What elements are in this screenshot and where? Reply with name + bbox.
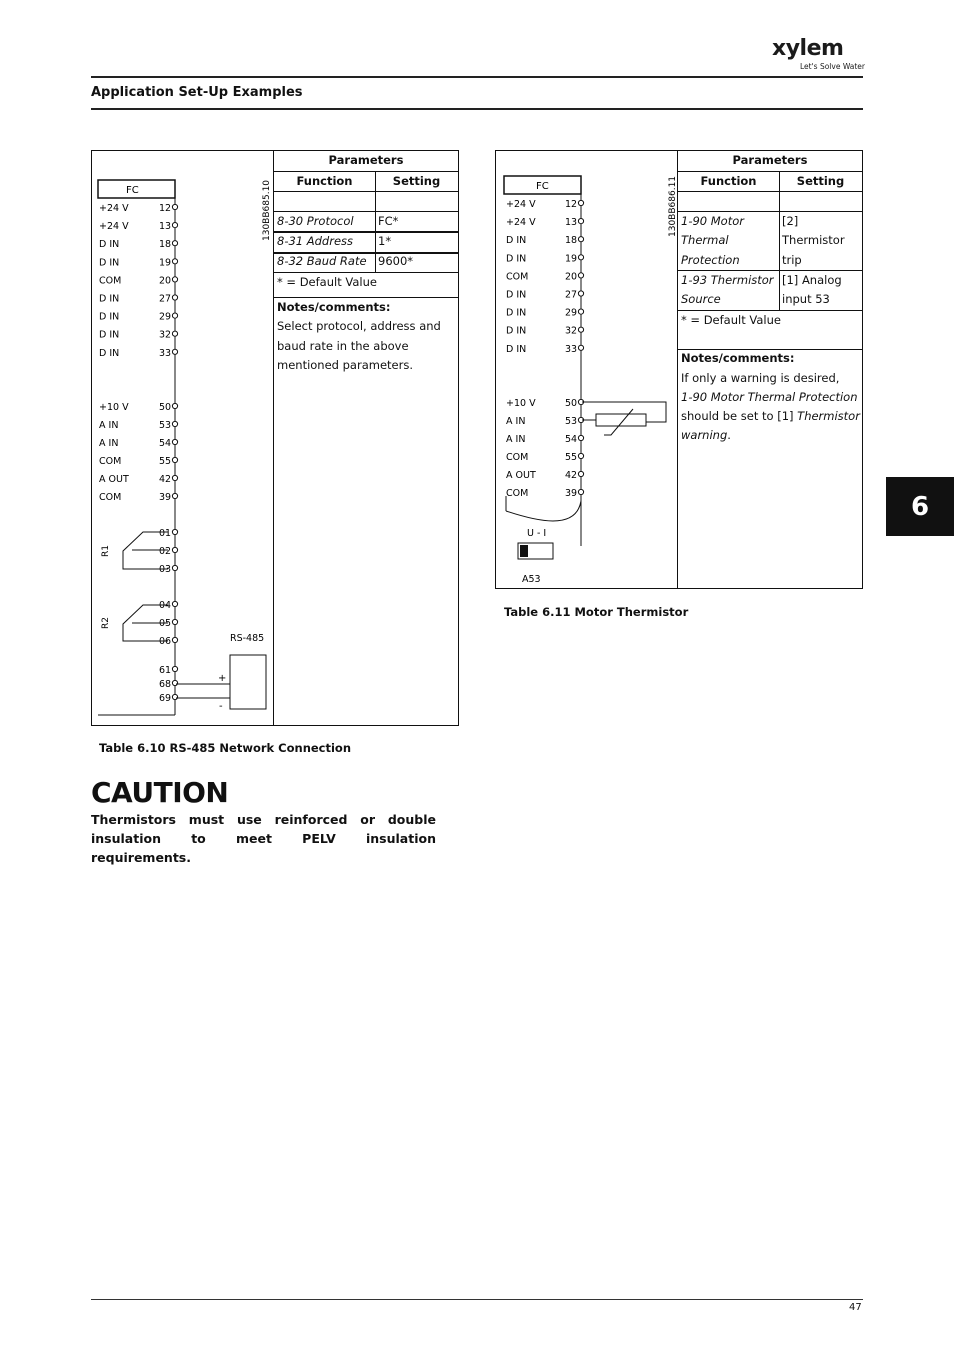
terminal-number: 12 <box>565 199 578 210</box>
thermistor-wiring-diagram <box>496 151 678 588</box>
terminal-number: 32 <box>565 325 578 337</box>
terminal-number: 42 <box>159 474 172 485</box>
terminal-label: D IN <box>506 307 527 319</box>
terminal-label: A IN <box>506 434 526 445</box>
thermistor-row-protection-setting-3: trip <box>782 253 802 267</box>
terminal-number: 55 <box>159 456 172 467</box>
terminal-number: 39 <box>159 492 172 503</box>
terminal-label: A OUT <box>506 470 536 481</box>
bus-connector <box>172 694 177 699</box>
rs485-connector-box <box>230 655 266 709</box>
bus-connector <box>172 680 177 685</box>
relay-connector <box>172 547 177 552</box>
terminal-number: 13 <box>565 217 578 229</box>
chapter-tab: 6 <box>886 477 954 536</box>
terminal-connector <box>172 403 177 408</box>
terminal-label: COM <box>506 488 529 499</box>
thermistor-notes-line-4-italic: warning <box>681 428 728 442</box>
rs485-params-header: Parameters <box>328 153 404 167</box>
terminal-connector <box>578 327 583 332</box>
terminal-number: 54 <box>565 434 578 445</box>
terminal-number: 18 <box>565 235 578 247</box>
terminal-label: +24 V <box>506 199 536 210</box>
terminal-number: 19 <box>565 253 578 265</box>
rs485-row-baud-function: 8-32 Baud Rate <box>277 254 367 268</box>
rs485-function-header: Function <box>296 174 353 188</box>
terminal-label: +24 V <box>99 221 129 233</box>
terminal-connector <box>172 457 177 462</box>
terminal-label: A IN <box>506 416 526 427</box>
terminal-label: COM <box>99 275 122 287</box>
relay-connector <box>172 529 177 534</box>
terminal-connector <box>172 439 177 444</box>
rs485-plus-label: + <box>218 673 227 684</box>
relay-label-r1: R1 <box>101 545 111 557</box>
section-title: Application Set-Up Examples <box>91 85 303 100</box>
terminal-label: D IN <box>99 329 120 341</box>
terminal-label: +24 V <box>99 203 129 214</box>
terminal-number: 53 <box>159 420 172 431</box>
terminal-label: D IN <box>99 257 120 269</box>
relay-connector <box>172 565 177 570</box>
terminal-connector <box>578 471 583 476</box>
terminal-label: A IN <box>99 420 119 431</box>
cable-curve <box>506 501 581 521</box>
terminal-number: 50 <box>565 398 578 409</box>
relay-terminal-number: 05 <box>159 618 172 629</box>
thermistor-notes-line-3-italic: Thermistor <box>797 409 860 423</box>
terminal-connector <box>172 475 177 480</box>
switch-label: U - I <box>527 528 547 539</box>
fc-block-label: FC <box>536 181 549 192</box>
terminal-number: 39 <box>565 488 578 499</box>
terminal-connector <box>578 345 583 350</box>
terminal-number: 18 <box>159 239 172 251</box>
rs485-row-baud-setting: 9600* <box>378 254 414 268</box>
rs485-notes-line-2: baud rate in the above <box>277 339 409 353</box>
terminal-number: 29 <box>565 307 578 319</box>
terminal-connector <box>578 309 583 314</box>
rs485-notes-title: Notes/comments: <box>277 300 391 314</box>
terminal-connector <box>578 273 583 278</box>
relay-terminal-number: 01 <box>159 528 172 539</box>
terminal-label: A OUT <box>99 474 129 485</box>
thermistor-notes-line-4-end: . <box>727 428 731 442</box>
terminal-connector <box>578 435 583 440</box>
rs485-wiring-diagram <box>92 151 274 725</box>
page-number: 47 <box>849 1302 862 1313</box>
thermistor-notes-line-2: 1-90 Motor Thermal Protection <box>681 390 858 404</box>
rs485-row-protocol-function: 8-30 Protocol <box>277 214 354 228</box>
fc-block-label: FC <box>126 185 139 196</box>
terminal-number: 20 <box>565 271 578 283</box>
rs485-default-note: * = Default Value <box>277 275 377 289</box>
relay-terminal-number: 04 <box>159 600 172 611</box>
terminal-label: D IN <box>506 343 527 355</box>
footer-rule <box>91 1299 863 1300</box>
terminal-label: +10 V <box>99 402 129 413</box>
table-thermistor <box>495 150 863 589</box>
header-rule-bottom <box>91 108 863 110</box>
bus-terminal-number: 69 <box>159 693 172 704</box>
terminal-connector <box>172 204 177 209</box>
thermistor-row-protection-setting-2: Thermistor <box>782 233 845 247</box>
rs485-row-address-function: 8-31 Address <box>277 234 354 248</box>
terminal-connector <box>172 349 177 354</box>
caution-title: CAUTION <box>91 776 229 809</box>
rs485-minus-label: - <box>219 701 223 712</box>
terminal-connector <box>578 489 583 494</box>
switch-name: A53 <box>522 574 541 585</box>
terminal-label: +24 V <box>506 217 536 229</box>
terminal-label: COM <box>506 271 529 283</box>
terminal-connector <box>578 453 583 458</box>
thermistor-function-header: Function <box>700 174 757 188</box>
thermistor-row-source-setting-1: [1] Analog <box>782 273 842 287</box>
thermistor-row-source-function-2: Source <box>681 292 721 306</box>
terminal-number: 13 <box>159 221 172 233</box>
terminal-label: D IN <box>506 289 527 301</box>
terminal-number: 29 <box>159 311 172 323</box>
thermistor-default-note: * = Default Value <box>681 313 781 327</box>
terminal-label: D IN <box>99 311 120 323</box>
terminal-connector <box>172 259 177 264</box>
rs485-notes-line-1: Select protocol, address and <box>277 319 441 333</box>
terminal-connector <box>578 219 583 224</box>
terminal-number: 27 <box>565 289 578 301</box>
thermistor-row-protection-function-3: Protection <box>681 253 740 267</box>
relay-connector <box>172 601 177 606</box>
relay-connector <box>172 637 177 642</box>
terminal-number: 27 <box>159 293 172 305</box>
relay-terminal-number: 02 <box>159 546 172 557</box>
terminal-label: A IN <box>99 438 119 449</box>
rs485-bus-label: RS-485 <box>230 633 265 644</box>
caution-text: Thermistors must use reinforced or double insulation to meet PELV insulation requirements. <box>91 812 436 865</box>
thermistor-symbol <box>596 414 646 426</box>
thermistor-notes-line-3 <box>678 407 860 426</box>
terminal-connector <box>172 223 177 228</box>
rs485-table-caption: Table 6.10 RS-485 Network Connection <box>99 741 352 755</box>
terminal-number: 32 <box>159 329 172 341</box>
relay-connector <box>172 619 177 624</box>
thermistor-row-source-function-1: 1-93 Thermistor <box>681 273 774 287</box>
terminal-number: 53 <box>565 416 578 427</box>
thermistor-setting-header: Setting <box>796 174 845 188</box>
terminal-number: 50 <box>159 402 172 413</box>
relay-label-r2: R2 <box>101 617 111 629</box>
thermistor-diagram-id: 130BB686.11 <box>668 175 678 237</box>
terminal-connector <box>578 237 583 242</box>
header-rule-top <box>91 76 863 78</box>
brand-name: xylem <box>772 36 844 61</box>
terminal-label: D IN <box>506 325 527 337</box>
terminal-number: 33 <box>159 347 172 359</box>
terminal-label: COM <box>506 452 529 463</box>
terminal-label: COM <box>99 456 122 467</box>
terminal-connector <box>172 421 177 426</box>
terminal-number: 33 <box>565 343 578 355</box>
bus-terminal-number: 68 <box>159 679 172 690</box>
terminal-label: D IN <box>506 253 527 265</box>
rs485-diagram-id: 130BB685.10 <box>262 179 272 241</box>
terminal-number: 55 <box>565 452 578 463</box>
terminal-label: +10 V <box>506 398 536 409</box>
terminal-connector <box>172 331 177 336</box>
rs485-diagram-cell <box>92 151 274 725</box>
terminal-label: D IN <box>99 347 120 359</box>
rs485-notes-line-3: mentioned parameters. <box>277 358 413 372</box>
terminal-connector <box>578 291 583 296</box>
table-rs485 <box>91 150 459 726</box>
rs485-row-address-setting: 1* <box>378 234 392 248</box>
terminal-connector <box>578 200 583 205</box>
thermistor-params-header: Parameters <box>732 153 808 167</box>
terminal-connector <box>172 295 177 300</box>
terminal-label: D IN <box>99 293 120 305</box>
thermistor-row-protection-setting-1: [2] <box>782 214 799 228</box>
rs485-row-protocol-setting: FC* <box>378 214 399 228</box>
terminal-connector <box>172 241 177 246</box>
bus-terminal-number: 61 <box>159 665 172 676</box>
thermistor-notes-line-3-text: should be set to [1] <box>681 409 798 423</box>
terminal-label: D IN <box>99 239 120 251</box>
thermistor-notes-line-4 <box>678 426 731 445</box>
rs485-setting-header: Setting <box>392 174 441 188</box>
relay-terminal-number: 06 <box>159 636 172 647</box>
thermistor-diagram-cell <box>496 151 678 588</box>
terminal-number: 19 <box>159 257 172 269</box>
terminal-number: 20 <box>159 275 172 287</box>
thermistor-row-source-setting-2: input 53 <box>782 292 830 306</box>
thermistor-notes-line-1: If only a warning is desired, <box>681 371 840 385</box>
terminal-number: 54 <box>159 438 172 449</box>
terminal-connector <box>172 313 177 318</box>
terminal-label: COM <box>99 492 122 503</box>
brand-tagline: Let's Solve Water <box>800 62 865 71</box>
terminal-connector <box>172 493 177 498</box>
brand-logo <box>770 36 866 72</box>
thermistor-table-caption: Table 6.11 Motor Thermistor <box>504 605 689 619</box>
terminal-number: 42 <box>565 470 578 481</box>
bus-connector <box>172 666 177 671</box>
relay-terminal-number: 03 <box>159 564 172 575</box>
thermistor-terminal-group <box>506 199 584 499</box>
terminal-connector <box>172 277 177 282</box>
terminal-number: 12 <box>159 203 172 214</box>
terminal-label: D IN <box>506 235 527 247</box>
thermistor-row-protection-function-1: 1-90 Motor <box>681 214 744 228</box>
terminal-connector <box>578 255 583 260</box>
thermistor-row-protection-function-2: Thermal <box>681 233 729 247</box>
thermistor-notes-title: Notes/comments: <box>681 351 795 365</box>
